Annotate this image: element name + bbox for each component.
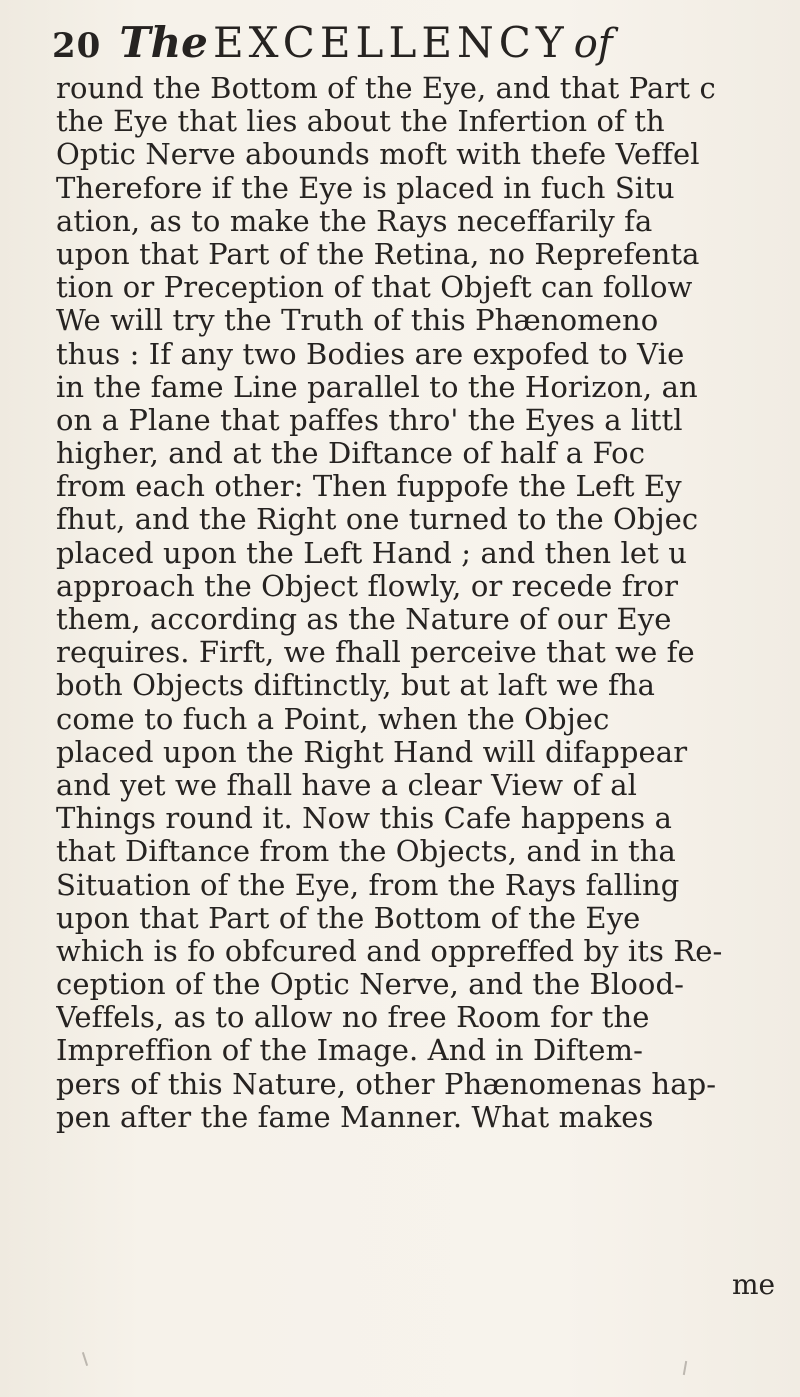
text-line-29: Veffels, as to allow no free Room for the (56, 1001, 650, 1035)
page-number: 20 (52, 26, 102, 66)
text-line-9: thus : If any two Bodies are expofed to Vie (56, 337, 685, 371)
text-line-19: both Objects diftinctly, but at laft we fha (56, 669, 656, 703)
text-line-30: Impreffion of the Image. And in Diftem- (56, 1034, 644, 1068)
text-line-21: placed upon the Right Hand will difappear (56, 735, 688, 769)
text-line-32: pen after the fame Manner. What makes (56, 1100, 654, 1134)
text-line-3: Optic Nerve abounds moft with thefe Veffel (56, 138, 700, 172)
text-line-27: which is fo obfcured and oppreffed by its Re- (56, 934, 723, 968)
text-line-24: that Diftance from the Objects, and in tha (56, 835, 676, 869)
text-line-23: Things round it. Now this Cafe happens a (56, 802, 672, 836)
running-head-main: EXCELLENCY (212, 18, 569, 67)
body-text (56, 72, 798, 1134)
text-line-20: come to fuch a Point, when the Objec (56, 702, 610, 736)
text-line-4: Therefore if the Eye is placed in fuch Situ (56, 171, 675, 205)
margin-mark (82, 1352, 88, 1366)
text-line-22: and yet we fhall have a clear View of al (56, 768, 638, 802)
text-line-17: them, according as the Nature of our Eye (56, 603, 672, 636)
text-line-26: upon that Part of the Bottom of the Eye (56, 901, 641, 935)
text-line-12: higher, and at the Diftance of half a Foc (56, 437, 646, 471)
margin-mark (683, 1361, 687, 1375)
running-head (119, 18, 612, 67)
text-line-8: We will try the Truth of this Phænomeno (56, 304, 659, 338)
catchword: me (732, 1268, 776, 1301)
text-line-18: requires. Firft, we fhall perceive that we fe (56, 636, 695, 670)
text-line-10: in the fame Line parallel to the Horizon, an (56, 370, 698, 404)
text-line-11: on a Plane that paffes thro' the Eyes a littl (56, 403, 683, 437)
running-header (52, 18, 613, 68)
text-line-14: fhut, and the Right one turned to the Objec (56, 503, 699, 537)
running-head-of: of (573, 21, 613, 67)
text-line-6: upon that Part of the Retina, no Reprefenta (56, 237, 700, 271)
text-line-2: the Eye that lies about the Infertion of th (56, 105, 665, 139)
text-line-5: ation, as to make the Rays neceffarily fa (56, 204, 653, 238)
text-line-13: from each other: Then fuppofe the Left Ey (56, 470, 682, 504)
text-line-1: round the Bottom of the Eye, and that Part c (56, 72, 716, 105)
text-line-28: ception of the Optic Nerve, and the Blood- (56, 968, 685, 1002)
text-line-16: approach the Object flowly, or recede fror (56, 569, 679, 603)
text-line-31: pers of this Nature, other Phænomenas hap- (56, 1067, 717, 1101)
text-line-15: placed upon the Left Hand ; and then let u (56, 536, 687, 570)
text-line-25: Situation of the Eye, from the Rays falling (56, 868, 680, 902)
running-head-the: The (119, 18, 208, 67)
text-line-7: tion or Preception of that Objeft can follow (56, 271, 693, 305)
